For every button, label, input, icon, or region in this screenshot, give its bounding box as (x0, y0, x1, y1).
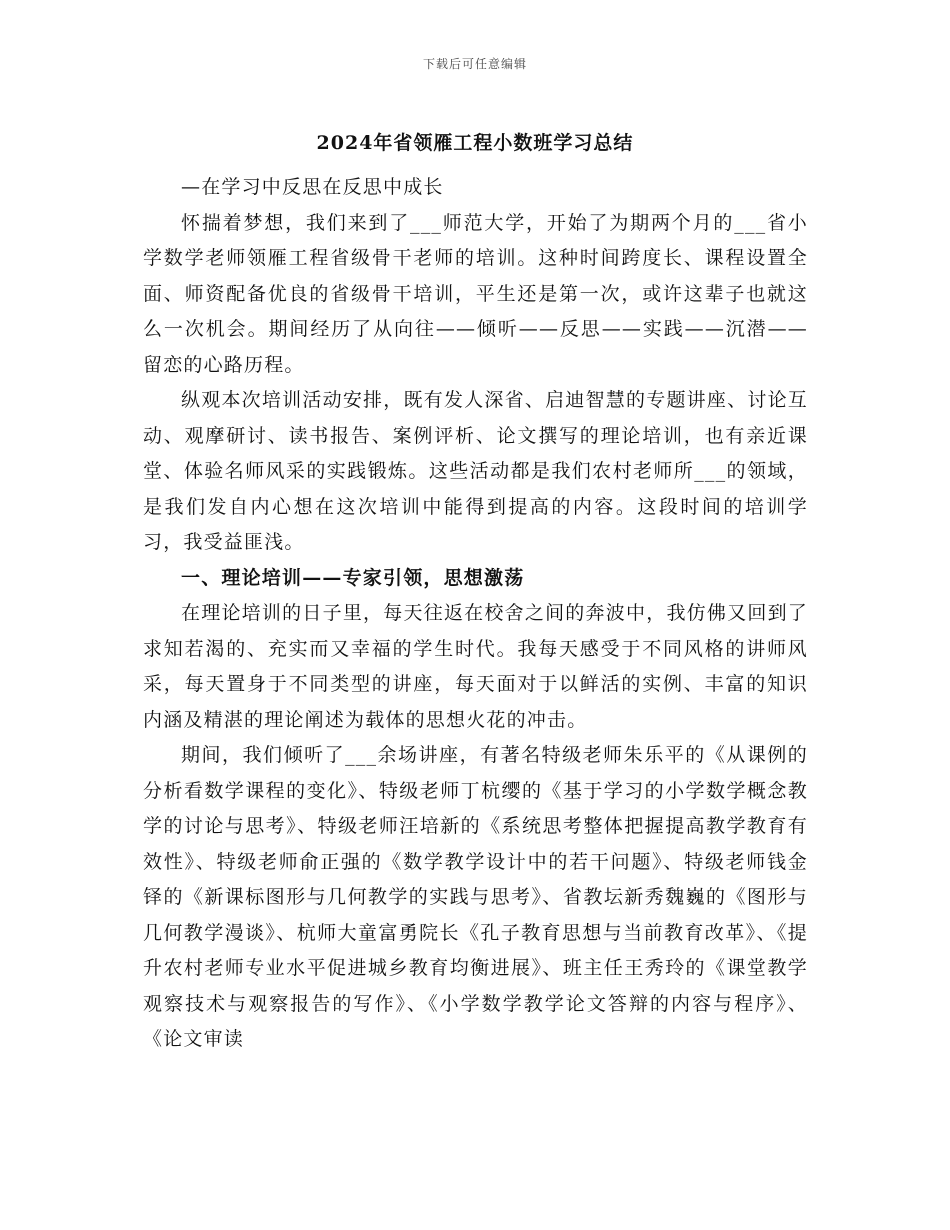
paragraph: 期间，我们倾听了___余场讲座，有著名特级老师朱乐平的《从课例的分析看数学课程的变化》、特级老师丁杭缨的《基于学习的小学数学概念教学的讨论与思考》、特级老师汪培新的《系统思考整体把握提高教学教育有效性》、特级老师俞正强的《数学教学设计中的若干问题》、特级老师钱金铎的《新课标图形与几何教学的实践与思考》、省教坛新秀魏巍的《图形与几何教学漫谈》、杭师大童富勇院长《孔子教育思想与当前教育改革》、《提升农村老师专业水平促进城乡教育均衡进展》、班主任王秀玲的《课堂教学观察技术与观察报告的写作》、《小学数学教学论文答辩的内容与程序》、《论文审读 (143, 744, 808, 1050)
subtitle-paragraph: —在学习中反思在反思中成长 (181, 176, 444, 198)
document-body (143, 170, 808, 1058)
paragraph: 在理论培训的日子里，每天往返在校舍之间的奔波中，我仿佛又回到了求知若渴的、充实而又幸福的学生时代。我每天感受于不同风格的讲师风采，每天置身于不同类型的讲座，每天面对于以鲜活的实例、丰富的知识内涵及精湛的理论阐述为载体的思想火花的冲击。 (143, 602, 808, 731)
paragraph: 怀揣着梦想，我们来到了___师范大学，开始了为期两个月的___省小学数学老师领雁工程省级骨干老师的培训。这种时间跨度长、课程设置全面、师资配备优良的省级骨干培训，平生还是第一次，或许这辈子也就这么一次机会。期间经历了从向往——倾听——反思——实践——沉潜——留恋的心路历程。 (143, 211, 808, 376)
section-heading: 一、理论培训——专家引领，思想激荡 (181, 566, 525, 589)
page-title: 2024年省领雁工程小数班学习总结 (316, 132, 634, 154)
header-note: 下载后可任意编辑 (422, 57, 527, 71)
paragraph: 纵观本次培训活动安排，既有发人深省、启迪智慧的专题讲座、讨论互动、观摩研讨、读书报告、案例评析、论文撰写的理论培训，也有亲近课堂、体验名师风采的实践锻炼。这些活动都是我们农村老师所___的领域，是我们发自内心想在这次培训中能得到提高的内容。这段时间的培训学习，我受益匪浅。 (143, 389, 808, 553)
